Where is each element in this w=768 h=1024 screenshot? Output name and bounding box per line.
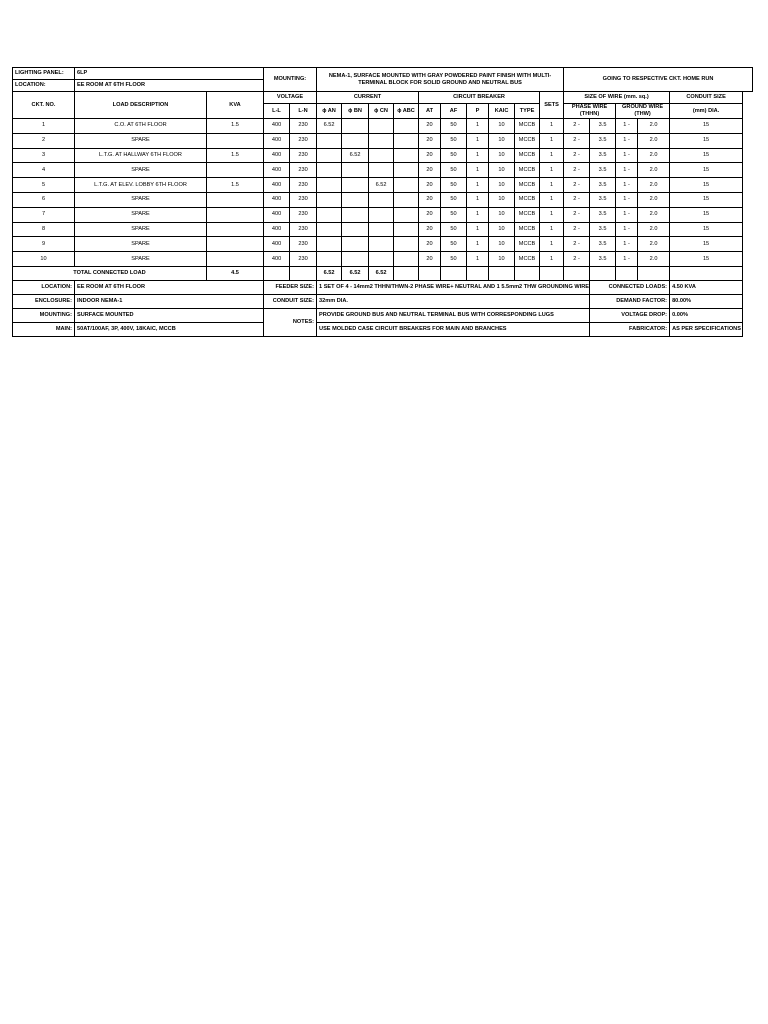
cell-at: 20 (419, 133, 441, 148)
cell-cn (369, 237, 394, 252)
cell-cn (369, 148, 394, 163)
cell-ckt: 9 (13, 237, 75, 252)
cell-kva (207, 237, 264, 252)
cell-gw_n: 1 - (616, 133, 638, 148)
cell-ckt: 6 (13, 192, 75, 207)
cell-pw_n: 2 - (564, 252, 590, 267)
cell-pw_n: 2 - (564, 148, 590, 163)
cell-gw_n: 1 - (616, 119, 638, 134)
cell-kva (207, 192, 264, 207)
cell-pw_n: 2 - (564, 222, 590, 237)
cell-sets: 1 (540, 207, 564, 222)
cell-cn (369, 163, 394, 178)
voltage-drop-label: VOLTAGE DROP: (590, 308, 670, 322)
cell-ln: 230 (290, 207, 317, 222)
cell-ckt: 1 (13, 119, 75, 134)
panel-value: 6LP (75, 68, 264, 80)
voltage-drop-value: 0.00% (670, 308, 743, 322)
col-an: ɸ AN (317, 104, 342, 119)
col-abc: ɸ ABC (394, 104, 419, 119)
cell-abc (394, 252, 419, 267)
cell-p: 1 (467, 252, 489, 267)
cell-desc: SPARE (75, 237, 207, 252)
panel-schedule-table (12, 67, 753, 337)
cell-ll: 400 (264, 119, 290, 134)
cell-p: 1 (467, 148, 489, 163)
total-cn: 6.52 (369, 266, 394, 280)
connected-loads-value: 4.50 KVA (670, 280, 743, 294)
cell-gw_s: 2.0 (638, 133, 670, 148)
cell-kva (207, 207, 264, 222)
cell-p: 1 (467, 192, 489, 207)
cell-abc (394, 133, 419, 148)
cell-bn (342, 222, 369, 237)
cell-p: 1 (467, 119, 489, 134)
cell-pw_n: 2 - (564, 163, 590, 178)
feeder-size-value: 1 SET OF 4 - 14mm2 THHN/THWN-2 PHASE WIRE+ NEUTRAL AND 1 5.5mm2 THW GROUNDING WIRE (317, 280, 590, 294)
cell-kva (207, 252, 264, 267)
demand-factor-value: 80.00% (670, 294, 743, 308)
col-sets: SETS (540, 92, 564, 119)
note-2: USE MOLDED CASE CIRCUIT BREAKERS FOR MAIN AND BRANCHES (317, 322, 590, 336)
enclosure-label: ENCLOSURE: (13, 294, 75, 308)
cell-gw_n: 1 - (616, 237, 638, 252)
cell-bn (342, 207, 369, 222)
total-bn: 6.52 (342, 266, 369, 280)
cell-desc: SPARE (75, 222, 207, 237)
circuit-rows (13, 119, 753, 267)
col-load-description: LOAD DESCRIPTION (75, 92, 207, 119)
cell-desc: SPARE (75, 207, 207, 222)
cell-ll: 400 (264, 252, 290, 267)
cell-ln: 230 (290, 119, 317, 134)
cell-ll: 400 (264, 133, 290, 148)
cell-pw_s: 3.5 (590, 119, 616, 134)
location-value: EE ROOM AT 6TH FLOOR (75, 80, 264, 92)
cell-pw_s: 3.5 (590, 192, 616, 207)
cell-type: MCCB (515, 207, 540, 222)
cell-pw_s: 3.5 (590, 222, 616, 237)
cell-ln: 230 (290, 237, 317, 252)
cell-af: 50 (441, 192, 467, 207)
cell-cond: 15 (670, 207, 743, 222)
cell-gw_s: 2.0 (638, 237, 670, 252)
going-to-text: GOING TO RESPECTIVE CKT. HOME RUN (564, 68, 753, 92)
total-an: 6.52 (317, 266, 342, 280)
cell-kaic: 10 (489, 178, 515, 193)
table-row (13, 119, 753, 134)
cell-cn (369, 133, 394, 148)
cell-af: 50 (441, 119, 467, 134)
col-cn: ɸ CN (369, 104, 394, 119)
col-conduit-size: CONDUIT SIZE (670, 92, 743, 104)
cell-ll: 400 (264, 207, 290, 222)
cell-p: 1 (467, 207, 489, 222)
cell-kaic: 10 (489, 222, 515, 237)
cell-af: 50 (441, 163, 467, 178)
col-af: AF (441, 104, 467, 119)
cell-gw_s: 2.0 (638, 119, 670, 134)
cell-cn (369, 119, 394, 134)
note-1: PROVIDE GROUND BUS AND NEUTRAL TERMINAL BUS WITH CORRESPONDING LUGS (317, 308, 590, 322)
cell-desc: L.T.G. AT HALLWAY 6TH FLOOR (75, 148, 207, 163)
cell-ckt: 8 (13, 222, 75, 237)
cell-at: 20 (419, 192, 441, 207)
col-ll: L-L (264, 104, 290, 119)
cell-ckt: 10 (13, 252, 75, 267)
cell-type: MCCB (515, 222, 540, 237)
cell-cn: 6.52 (369, 178, 394, 193)
cell-cn (369, 222, 394, 237)
cell-desc: SPARE (75, 133, 207, 148)
cell-gw_n: 1 - (616, 222, 638, 237)
cell-at: 20 (419, 252, 441, 267)
cell-ln: 230 (290, 163, 317, 178)
schedule-header (13, 68, 753, 119)
cell-bn (342, 119, 369, 134)
cell-kaic: 10 (489, 252, 515, 267)
cell-ckt: 5 (13, 178, 75, 193)
cell-kva (207, 222, 264, 237)
cell-ln: 230 (290, 148, 317, 163)
cell-pw_n: 2 - (564, 178, 590, 193)
col-circuit-breaker: CIRCUIT BREAKER (419, 92, 540, 104)
cell-an (317, 252, 342, 267)
mounting-label: MOUNTING: (264, 68, 317, 92)
cell-pw_s: 3.5 (590, 252, 616, 267)
cell-type: MCCB (515, 119, 540, 134)
table-row (13, 237, 753, 252)
cell-gw_s: 2.0 (638, 178, 670, 193)
cell-desc: C.O. AT 6TH FLOOR (75, 119, 207, 134)
cell-bn (342, 252, 369, 267)
cell-at: 20 (419, 207, 441, 222)
table-row (13, 178, 753, 193)
footer-mounting-value: SURFACE MOUNTED (75, 308, 264, 322)
cell-sets: 1 (540, 133, 564, 148)
cell-ll: 400 (264, 222, 290, 237)
cell-bn (342, 178, 369, 193)
cell-desc: L.T.G. AT ELEV. LOBBY 6TH FLOOR (75, 178, 207, 193)
cell-kaic: 10 (489, 133, 515, 148)
total-kva: 4.5 (207, 266, 264, 280)
cell-pw_s: 3.5 (590, 148, 616, 163)
cell-pw_n: 2 - (564, 119, 590, 134)
col-phase-wire: PHASE WIRE (THHN) (564, 104, 616, 119)
cell-kva: 1.5 (207, 178, 264, 193)
cell-pw_s: 3.5 (590, 237, 616, 252)
schedule-footer (13, 266, 753, 336)
cell-kva (207, 163, 264, 178)
cell-pw_s: 3.5 (590, 163, 616, 178)
table-row (13, 133, 753, 148)
cell-type: MCCB (515, 178, 540, 193)
cell-cond: 15 (670, 119, 743, 134)
cell-an (317, 148, 342, 163)
cell-pw_s: 3.5 (590, 178, 616, 193)
cell-p: 1 (467, 133, 489, 148)
cell-ll: 400 (264, 178, 290, 193)
footer-location-value: EE ROOM AT 6TH FLOOR (75, 280, 264, 294)
cell-gw_s: 2.0 (638, 148, 670, 163)
cell-af: 50 (441, 222, 467, 237)
cell-at: 20 (419, 237, 441, 252)
cell-sets: 1 (540, 178, 564, 193)
cell-pw_s: 3.5 (590, 133, 616, 148)
cell-pw_n: 2 - (564, 192, 590, 207)
cell-kaic: 10 (489, 192, 515, 207)
cell-pw_n: 2 - (564, 133, 590, 148)
col-ground-wire: GROUND WIRE (THW) (616, 104, 670, 119)
cell-gw_n: 1 - (616, 148, 638, 163)
cell-ln: 230 (290, 178, 317, 193)
cell-kaic: 10 (489, 119, 515, 134)
cell-sets: 1 (540, 148, 564, 163)
cell-af: 50 (441, 148, 467, 163)
cell-type: MCCB (515, 237, 540, 252)
cell-kva (207, 133, 264, 148)
cell-cond: 15 (670, 252, 743, 267)
cell-ll: 400 (264, 148, 290, 163)
cell-an (317, 163, 342, 178)
cell-an: 6.52 (317, 119, 342, 134)
cell-bn (342, 237, 369, 252)
cell-gw_n: 1 - (616, 178, 638, 193)
cell-ckt: 3 (13, 148, 75, 163)
cell-kaic: 10 (489, 163, 515, 178)
conduit-size-label: CONDUIT SIZE: (264, 294, 317, 308)
cell-an (317, 133, 342, 148)
cell-kva: 1.5 (207, 119, 264, 134)
cell-ln: 230 (290, 133, 317, 148)
cell-cond: 15 (670, 237, 743, 252)
cell-af: 50 (441, 237, 467, 252)
cell-cond: 15 (670, 133, 743, 148)
col-kva: KVA (207, 92, 264, 119)
col-size-of-wire: SIZE OF WIRE (mm. sq.) (564, 92, 670, 104)
cell-bn (342, 133, 369, 148)
cell-kaic: 10 (489, 207, 515, 222)
cell-desc: SPARE (75, 163, 207, 178)
table-row (13, 192, 753, 207)
total-label: TOTAL CONNECTED LOAD (13, 266, 207, 280)
conduit-size-value: 32mm DIA. (317, 294, 590, 308)
cell-af: 50 (441, 178, 467, 193)
cell-cond: 15 (670, 148, 743, 163)
cell-gw_s: 2.0 (638, 252, 670, 267)
cell-ln: 230 (290, 222, 317, 237)
cell-abc (394, 222, 419, 237)
cell-ll: 400 (264, 163, 290, 178)
cell-cn (369, 192, 394, 207)
notes-label: NOTES: (264, 308, 317, 336)
cell-at: 20 (419, 178, 441, 193)
cell-ckt: 4 (13, 163, 75, 178)
cell-at: 20 (419, 119, 441, 134)
col-kaic: KAIC (489, 104, 515, 119)
cell-an (317, 178, 342, 193)
mounting-value: NEMA-1, SURFACE MOUNTED WITH GRAY POWDERED PAINT FINISH WITH MULTI-TERMINAL BLOCK FOR SOLID GROUND AND NEUTRAL BUS (317, 68, 564, 92)
cell-af: 50 (441, 252, 467, 267)
cell-cond: 15 (670, 222, 743, 237)
cell-p: 1 (467, 178, 489, 193)
col-type: TYPE (515, 104, 540, 119)
cell-an (317, 192, 342, 207)
cell-abc (394, 148, 419, 163)
cell-an (317, 222, 342, 237)
col-ckt-no: CKT. NO. (13, 92, 75, 119)
cell-gw_n: 1 - (616, 192, 638, 207)
cell-ckt: 2 (13, 133, 75, 148)
main-value: 50AT/100AF, 3P, 400V, 18KAIC, MCCB (75, 322, 264, 336)
cell-type: MCCB (515, 192, 540, 207)
main-label: MAIN: (13, 322, 75, 336)
cell-p: 1 (467, 237, 489, 252)
cell-gw_s: 2.0 (638, 207, 670, 222)
cell-type: MCCB (515, 163, 540, 178)
cell-bn: 6.52 (342, 148, 369, 163)
cell-abc (394, 237, 419, 252)
cell-p: 1 (467, 163, 489, 178)
cell-an (317, 237, 342, 252)
cell-gw_n: 1 - (616, 252, 638, 267)
cell-bn (342, 163, 369, 178)
cell-kaic: 10 (489, 237, 515, 252)
cell-gw_s: 2.0 (638, 222, 670, 237)
cell-type: MCCB (515, 133, 540, 148)
cell-pw_s: 3.5 (590, 207, 616, 222)
cell-pw_n: 2 - (564, 237, 590, 252)
panel-label: LIGHTING PANEL: (13, 68, 75, 80)
table-row (13, 163, 753, 178)
col-bn: ɸ BN (342, 104, 369, 119)
cell-ckt: 7 (13, 207, 75, 222)
cell-an (317, 207, 342, 222)
col-at: AT (419, 104, 441, 119)
location-label: LOCATION: (13, 80, 75, 92)
connected-loads-label: CONNECTED LOADS: (590, 280, 670, 294)
cell-ll: 400 (264, 237, 290, 252)
cell-at: 20 (419, 148, 441, 163)
table-row (13, 252, 753, 267)
footer-mounting-label: MOUNTING: (13, 308, 75, 322)
table-row (13, 148, 753, 163)
cell-sets: 1 (540, 163, 564, 178)
cell-af: 50 (441, 133, 467, 148)
table-row (13, 222, 753, 237)
col-ln: L-N (290, 104, 317, 119)
cell-af: 50 (441, 207, 467, 222)
cell-abc (394, 119, 419, 134)
footer-location-label: LOCATION: (13, 280, 75, 294)
cell-cn (369, 252, 394, 267)
cell-gw_n: 1 - (616, 207, 638, 222)
panel-schedule-sheet (12, 67, 753, 337)
cell-desc: SPARE (75, 252, 207, 267)
cell-sets: 1 (540, 192, 564, 207)
cell-ln: 230 (290, 252, 317, 267)
cell-abc (394, 207, 419, 222)
cell-pw_n: 2 - (564, 207, 590, 222)
col-current: CURRENT (317, 92, 419, 104)
fabricator-label: FABRICATOR: (590, 322, 670, 336)
cell-kaic: 10 (489, 148, 515, 163)
cell-ln: 230 (290, 192, 317, 207)
cell-gw_n: 1 - (616, 163, 638, 178)
cell-sets: 1 (540, 222, 564, 237)
cell-bn (342, 192, 369, 207)
table-row (13, 207, 753, 222)
cell-abc (394, 178, 419, 193)
col-voltage: VOLTAGE (264, 92, 317, 104)
fabricator-value: AS PER SPECIFICATIONS (670, 322, 743, 336)
cell-type: MCCB (515, 252, 540, 267)
cell-cond: 15 (670, 192, 743, 207)
cell-abc (394, 163, 419, 178)
col-mm-dia: (mm) DIA. (670, 104, 743, 119)
cell-sets: 1 (540, 237, 564, 252)
cell-at: 20 (419, 222, 441, 237)
cell-gw_s: 2.0 (638, 192, 670, 207)
enclosure-value: INDOOR NEMA-1 (75, 294, 264, 308)
cell-at: 20 (419, 163, 441, 178)
feeder-size-label: FEEDER SIZE: (264, 280, 317, 294)
demand-factor-label: DEMAND FACTOR: (590, 294, 670, 308)
cell-sets: 1 (540, 119, 564, 134)
cell-desc: SPARE (75, 192, 207, 207)
cell-sets: 1 (540, 252, 564, 267)
col-p: P (467, 104, 489, 119)
cell-kva: 1.5 (207, 148, 264, 163)
cell-type: MCCB (515, 148, 540, 163)
cell-gw_s: 2.0 (638, 163, 670, 178)
cell-cond: 15 (670, 163, 743, 178)
cell-abc (394, 192, 419, 207)
cell-p: 1 (467, 222, 489, 237)
cell-cn (369, 207, 394, 222)
cell-cond: 15 (670, 178, 743, 193)
cell-ll: 400 (264, 192, 290, 207)
